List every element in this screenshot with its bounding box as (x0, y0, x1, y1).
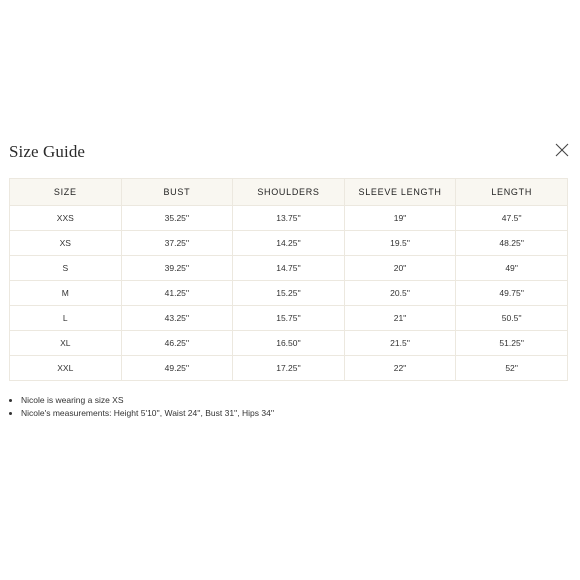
cell-sleeve-length: 22'' (344, 356, 456, 381)
cell-shoulders: 13.75'' (233, 206, 345, 231)
header-size: SIZE (10, 179, 122, 206)
cell-length: 49.75'' (456, 281, 568, 306)
header-shoulders: SHOULDERS (233, 179, 345, 206)
cell-length: 50.5'' (456, 306, 568, 331)
list-item: • Nicole's measurements: Height 5'10'', Waist 24'', Bust 31'', Hips 34'' (21, 407, 274, 420)
cell-sleeve-length: 20.5'' (344, 281, 456, 306)
cell-length: 48.25'' (456, 231, 568, 256)
cell-shoulders: 16.50'' (233, 331, 345, 356)
cell-sleeve-length: 21.5'' (344, 331, 456, 356)
cell-shoulders: 14.25'' (233, 231, 345, 256)
cell-sleeve-length: 19'' (344, 206, 456, 231)
table-header-row (10, 179, 568, 206)
cell-size: XS (10, 231, 122, 256)
header-bust: BUST (121, 179, 233, 206)
table-row (10, 306, 568, 331)
cell-shoulders: 17.25'' (233, 356, 345, 381)
size-table (9, 178, 568, 381)
cell-shoulders: 15.25'' (233, 281, 345, 306)
cell-bust: 46.25'' (121, 331, 233, 356)
cell-size: S (10, 256, 122, 281)
cell-size: XL (10, 331, 122, 356)
cell-bust: 43.25'' (121, 306, 233, 331)
cell-bust: 39.25'' (121, 256, 233, 281)
table-row (10, 331, 568, 356)
cell-sleeve-length: 19.5'' (344, 231, 456, 256)
header-length: LENGTH (456, 179, 568, 206)
cell-size: L (10, 306, 122, 331)
cell-length: 51.25'' (456, 331, 568, 356)
table-row (10, 206, 568, 231)
table-row (10, 356, 568, 381)
cell-bust: 41.25'' (121, 281, 233, 306)
modal-title: Size Guide (9, 142, 86, 161)
cell-shoulders: 15.75'' (233, 306, 345, 331)
close-button[interactable] (553, 141, 571, 159)
cell-length: 52'' (456, 356, 568, 381)
list-item: • Nicole is wearing a size XS (21, 394, 274, 407)
cell-bust: 49.25'' (121, 356, 233, 381)
cell-bust: 37.25'' (121, 231, 233, 256)
table-row (10, 231, 568, 256)
cell-size: XXS (10, 206, 122, 231)
cell-sleeve-length: 21'' (344, 306, 456, 331)
cell-sleeve-length: 20'' (344, 256, 456, 281)
cell-shoulders: 14.75'' (233, 256, 345, 281)
cell-length: 49'' (456, 256, 568, 281)
cell-length: 47.5'' (456, 206, 568, 231)
close-icon[interactable] (553, 141, 571, 159)
cell-size: XXL (10, 356, 122, 381)
cell-bust: 35.25'' (121, 206, 233, 231)
header-sleeve-length: SLEEVE LENGTH (344, 179, 456, 206)
cell-size: M (10, 281, 122, 306)
table-row (10, 281, 568, 306)
table-row (10, 256, 568, 281)
model-notes (9, 394, 274, 419)
